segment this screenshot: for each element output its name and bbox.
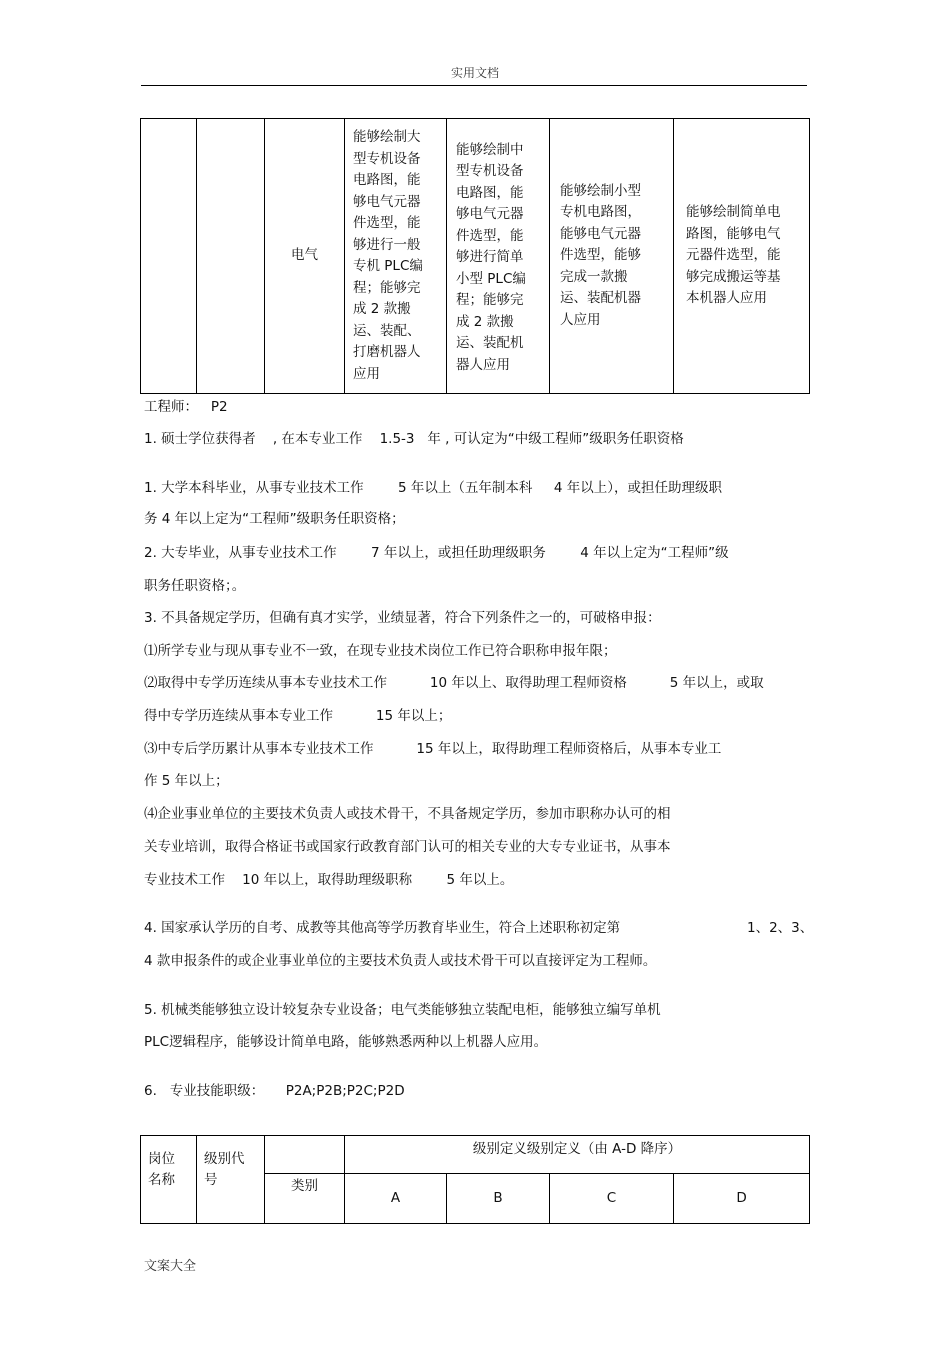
level-c-header: C <box>550 1174 674 1224</box>
level-code-line: 级别代 <box>204 1151 245 1167</box>
level-b-line: 运、装配机 <box>456 335 524 352</box>
page-header-title: 实用文档 <box>450 66 499 80</box>
level-c-line: 完成一款搬 <box>560 268 628 285</box>
level-definition-table <box>140 1135 810 1224</box>
rule-ability-line1: 5. 机械类能够独立设计较复杂专业设备；电气类能够独立装配电柜，能够独立编写单机 <box>144 1002 661 1018</box>
skill-level-table <box>140 118 810 394</box>
post-name-line: 名称 <box>148 1172 175 1188</box>
level-code-header <box>197 1136 265 1224</box>
level-d-line: 够完成搬运等基 <box>686 268 781 285</box>
level-c-line: 运、装配机器 <box>560 290 641 307</box>
table1-post-cell <box>141 119 197 394</box>
rule-college-line2: 职务任职资格；。 <box>144 578 246 594</box>
level-b-line: 成 2 款搬 <box>456 313 514 330</box>
level-c-line: 能够电气元器 <box>560 225 641 242</box>
level-c-line: 件选型，能够 <box>560 247 641 264</box>
level-a-line: 能够绘制大 <box>353 129 421 145</box>
level-definition-header: 级别定义级别定义（由 A-D 降序） <box>345 1136 810 1174</box>
post-name-line: 岗位 <box>148 1151 175 1167</box>
rule-exception-3-line2: 作 5 年以上； <box>144 773 229 789</box>
rule-self-study-line2: 4 款申报条件的或企业事业单位的主要技术负责人或技术骨干可以直接评定为工程师。 <box>144 953 657 969</box>
level-a-line: 成 2 款搬 <box>353 301 411 317</box>
table1-code-cell <box>197 119 265 394</box>
rule-bachelor-line1: 1. 大学本科毕业，从事专业技术工作 5 年以上（五年制本科 4 年以上），或担任助理级职 <box>144 480 722 496</box>
engineer-level-label: 工程师： P2 <box>144 399 228 415</box>
rule-exception-intro: 3. 不具备规定学历，但确有真才实学，业绩显著，符合下列条件之一的，可破格申报： <box>144 610 661 626</box>
level-a-line: 程；能够完 <box>353 279 421 296</box>
level-c-line: 能够绘制小型 <box>560 182 641 199</box>
level-b-line: 电路图，能 <box>456 184 524 201</box>
level-a-line: 电路图，能 <box>353 172 421 188</box>
post-name-header <box>141 1136 197 1224</box>
rule-exception-4-line1: ⑷企业事业单位的主要技术负责人或技术骨干，不具备规定学历，参加市职称办认可的相 <box>144 806 671 822</box>
level-d-header: D <box>674 1174 810 1224</box>
level-b-line: 小型 PLC编 <box>456 270 526 287</box>
level-a-line: 应用 <box>353 365 380 382</box>
level-a-line: 打磨机器人 <box>353 344 421 360</box>
rule-bachelor-line2: 务 4 年以上定为“工程师”级职务任职资格； <box>144 511 405 527</box>
level-b-line: 能够绘制中 <box>456 141 524 158</box>
level-c-line: 专机电路图， <box>560 204 641 221</box>
level-d-line: 本机器人应用 <box>686 290 767 307</box>
level-a-line: 件选型，能 <box>353 215 421 231</box>
rule-ability-line2: PLC逻辑程序，能够设计简单电路，能够熟悉两种以上机器人应用。 <box>144 1034 548 1050</box>
level-a-line: 型专机设备 <box>353 150 421 167</box>
level-b-line: 够电气元器 <box>456 206 524 223</box>
level-d-line: 路图，能够电气 <box>686 225 781 242</box>
table1-level-d-cell <box>674 119 810 394</box>
level-a-header: A <box>345 1174 447 1224</box>
table1-level-a-cell <box>345 119 447 394</box>
page-footer-text: 文案大全 <box>144 1259 197 1274</box>
table1-category-cell: 电气 <box>265 119 345 394</box>
rule-self-study-items: 1、2、3、 <box>747 920 814 936</box>
level-b-line: 够进行简单 <box>456 249 524 266</box>
skill-levels-line: 6. 专业技能职级： P2A;P2B;P2C;P2D <box>144 1083 405 1099</box>
rule-exception-3-line1: ⑶中专后学历累计从事本专业技术工作 15 年以上，取得助理工程师资格后，从事本专业工 <box>144 741 722 757</box>
level-a-line: 运、装配、 <box>353 322 421 339</box>
level-d-line: 能够绘制简单电 <box>686 204 781 221</box>
rule-exception-2-line1: ⑵取得中专学历连续从事本专业技术工作 10 年以上、取得助理工程师资格 5 年以上，或取 <box>144 675 764 691</box>
rule-college-line1: 2. 大专毕业，从事专业技术工作 7 年以上，或担任助理级职务 4 年以上定为“工程师”级 <box>144 545 729 561</box>
rule-exception-4-line2: 关专业培训，取得合格证书或国家行政教育部门认可的相关专业的大专专业证书，从事本 <box>144 839 671 855</box>
rule-exception-2-line2: 得中专学历连续从事本专业工作 15 年以上； <box>144 708 452 724</box>
level-b-header: B <box>447 1174 550 1224</box>
level-b-line: 器人应用 <box>456 356 510 373</box>
category-top-cell <box>265 1136 345 1174</box>
rule-master-degree: 1. 硕士学位获得者 , 在本专业工作 1.5-3 年 , 可认定为“中级工程师”级职务任职资格 <box>144 431 684 447</box>
level-b-line: 件选型，能 <box>456 227 524 244</box>
table1-level-b-cell <box>447 119 550 394</box>
level-b-line: 型专机设备 <box>456 163 524 180</box>
level-a-line: 专机 PLC编 <box>353 258 423 274</box>
table1-level-c-cell <box>550 119 674 394</box>
rule-exception-4-line3: 专业技术工作 10 年以上，取得助理级职称 5 年以上。 <box>144 872 514 888</box>
level-c-line: 人应用 <box>560 311 601 328</box>
level-a-line: 够进行一般 <box>353 236 421 253</box>
level-d-line: 元器件选型，能 <box>686 247 781 264</box>
header-divider <box>141 85 807 86</box>
level-b-line: 程；能够完 <box>456 292 524 309</box>
category-header: 类别 <box>265 1174 345 1224</box>
rule-self-study-line1: 4. 国家承认学历的自考、成教等其他高等学历教育毕业生，符合上述职称初定第 <box>144 920 621 936</box>
rule-exception-1: ⑴所学专业与现从事专业不一致，在现专业技术岗位工作已符合职称申报年限； <box>144 643 617 659</box>
level-code-line: 号 <box>204 1172 218 1188</box>
level-a-line: 够电气元器 <box>353 193 421 210</box>
